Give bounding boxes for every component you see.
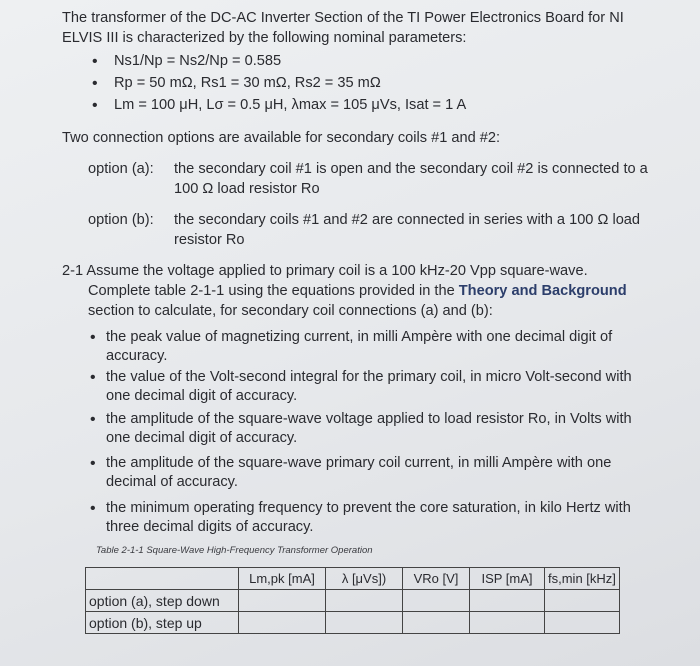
table-cell[interactable]	[403, 590, 470, 612]
table-cell[interactable]	[239, 590, 326, 612]
table-cell[interactable]	[470, 612, 545, 634]
item-2-line-1: the value of the Volt-second integral for the primary coil, in micro Volt-second with	[106, 369, 632, 385]
table-cell[interactable]	[470, 590, 545, 612]
results-table	[85, 567, 620, 634]
theory-background-reference: Theory and Background	[458, 283, 627, 299]
table-cell[interactable]	[403, 612, 470, 634]
table-row	[86, 590, 620, 612]
item-4-line-1: the amplitude of the square-wave primary coil current, in milli Ampère with one	[106, 455, 612, 471]
bullet-icon: •	[90, 329, 96, 346]
row-label-option-b: option (b), step up	[86, 612, 239, 634]
table-header-min-frequency: fs,min [kHz]	[545, 568, 620, 590]
table-cell[interactable]	[326, 612, 403, 634]
param-inductances: Lm = 100 μH, Lσ = 0.5 μH, λmax = 105 μVs, Isat = 1 A	[114, 97, 467, 113]
item-4-line-2: decimal of accuracy.	[106, 474, 238, 490]
option-b-text-2: resistor Ro	[174, 232, 245, 248]
item-2-line-2: one decimal digit of accuracy.	[106, 388, 298, 404]
bullet-icon: •	[92, 53, 98, 70]
bullet-icon: •	[90, 369, 96, 386]
table-header-load-voltage: VRo [V]	[403, 568, 470, 590]
table-cell[interactable]	[239, 612, 326, 634]
bullet-icon: •	[90, 455, 96, 472]
table-cell[interactable]	[545, 612, 620, 634]
table-header-primary-current: ISP [mA]	[470, 568, 545, 590]
bullet-icon: •	[92, 75, 98, 92]
item-1-line-2: accuracy.	[106, 348, 168, 364]
option-b-label: option (b):	[88, 212, 154, 228]
table-header-magnetizing-current: Lm,pk [mA]	[239, 568, 326, 590]
bullet-icon: •	[90, 500, 96, 517]
option-a-label: option (a):	[88, 161, 154, 177]
table-row	[86, 612, 620, 634]
table-header-blank	[86, 568, 239, 590]
table-cell[interactable]	[326, 590, 403, 612]
intro-line-1: The transformer of the DC-AC Inverter Section of the TI Power Electronics Board for NI	[62, 10, 624, 26]
task-line-2	[88, 282, 627, 301]
item-5-line-2: three decimal digits of accuracy.	[106, 519, 314, 535]
item-1-line-1: the peak value of magnetizing current, in milli Ampère with one decimal digit of	[106, 329, 613, 345]
table-header-volt-second: λ [μVs])	[326, 568, 403, 590]
bullet-icon: •	[92, 97, 98, 114]
task-line-1: 2-1 Assume the voltage applied to primary coil is a 100 kHz-20 Vpp square-wave.	[62, 263, 588, 279]
task-line-3: section to calculate, for secondary coil connections (a) and (b):	[88, 303, 493, 319]
item-5-line-1: the minimum operating frequency to prevent the core saturation, in kilo Hertz with	[106, 500, 631, 516]
bullet-icon: •	[90, 411, 96, 428]
option-b-text-1: the secondary coils #1 and #2 are connected in series with a 100 Ω load	[174, 212, 641, 228]
intro-line-2: ELVIS III is characterized by the following nominal parameters:	[62, 30, 467, 46]
table-caption: Table 2-1-1 Square-Wave High-Frequency Transformer Operation	[96, 545, 373, 556]
param-resistances: Rp = 50 mΩ, Rs1 = 30 mΩ, Rs2 = 35 mΩ	[114, 75, 381, 91]
table-header-row	[86, 568, 620, 590]
options-intro: Two connection options are available for secondary coils #1 and #2:	[62, 130, 501, 146]
table-cell[interactable]	[545, 590, 620, 612]
item-3-line-1: the amplitude of the square-wave voltage applied to load resistor Ro, in Volts with	[106, 411, 632, 427]
row-label-option-a: option (a), step down	[86, 590, 239, 612]
task-line-2-text: Complete table 2-1-1 using the equations provided in the	[88, 283, 459, 299]
param-ratio: Ns1/Np = Ns2/Np = 0.585	[114, 53, 282, 69]
option-a-text-1: the secondary coil #1 is open and the secondary coil #2 is connected to a	[174, 161, 648, 177]
item-3-line-2: one decimal digit of accuracy.	[106, 430, 298, 446]
option-a-text-2: 100 Ω load resistor Ro	[174, 181, 320, 197]
